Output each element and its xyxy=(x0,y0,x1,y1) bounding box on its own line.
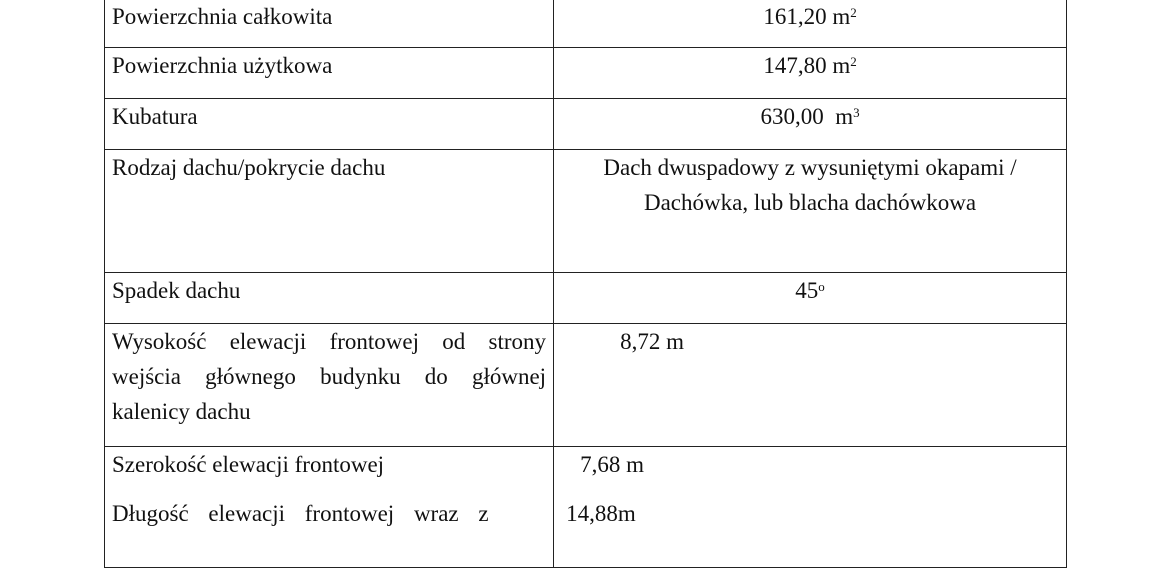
table-row xyxy=(105,48,1067,99)
table-row xyxy=(105,0,1067,48)
building-parameters-table xyxy=(104,0,1067,568)
degree-symbol: o xyxy=(818,279,825,294)
table-row xyxy=(105,150,1067,273)
row-label: Kubatura xyxy=(105,99,554,150)
unit-exponent: 2 xyxy=(850,5,857,20)
row-value: Dach dwuspadowy z wysuniętymi okapami / Dachówka, lub blacha dachówkowa xyxy=(554,150,1067,273)
row-label: Szerokość elewacji frontowej Długość elewacji frontowej wraz z xyxy=(105,447,554,568)
row-label: Spadek dachu xyxy=(105,273,554,324)
row-label: Rodzaj dachu/pokrycie dachu xyxy=(105,150,554,273)
row-value: 45$^o$ xyxy=(554,273,1067,324)
table-row xyxy=(105,324,1067,447)
row-label: Powierzchnia użytkowa xyxy=(105,48,554,99)
row-value: 630,00 $m^3$ xyxy=(554,99,1067,150)
row-label: Powierzchnia całkowita xyxy=(105,0,554,48)
table-row xyxy=(105,447,1067,568)
row-label: Wysokość elewacji frontowej od strony wejścia głównego budynku do głównej kalenicy dachu xyxy=(105,324,554,447)
unit-exponent: 3 xyxy=(853,105,860,120)
row-value: 8,72 m xyxy=(554,324,1067,447)
row-value: 147,80 $m^2$ xyxy=(554,48,1067,99)
table-row xyxy=(105,273,1067,324)
row-value: 7,68 m 14,88m xyxy=(554,447,1067,568)
unit-exponent: 2 xyxy=(850,54,857,69)
row-value: 161,20 $m^2$ xyxy=(554,0,1067,48)
table-row xyxy=(105,99,1067,150)
